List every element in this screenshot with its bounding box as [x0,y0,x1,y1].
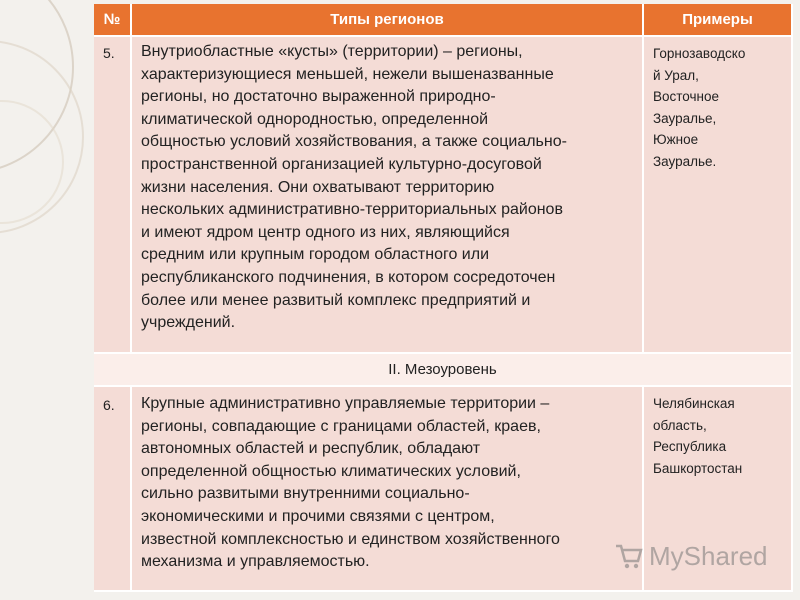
row-number: 6. [94,386,131,591]
header-examples: Примеры [643,4,792,36]
background-ring [0,100,64,224]
text-line: и имеют ядром центр одного из них, являющийся [141,223,510,241]
example-line: Восточное [653,89,720,104]
text-line: общностью условий хозяйствования, а также социально- [141,133,567,151]
table-row [94,386,792,591]
example-line: Башкортостан [653,460,743,476]
example-line: Челябинская [653,396,735,411]
header-region-types: Типы регионов [131,4,643,36]
text-line: характеризующиеся меньшей, нежели вышеназванные [141,65,554,83]
section-row [94,353,792,386]
text-line: сильно развитыми внутренними социально- [141,485,470,503]
header-number: № [94,4,131,36]
text-line: Внутриобластные «кусты» (территории) – регионы, [141,43,523,60]
example-line: Южное [653,132,699,147]
text-line: автономных областей и республик, обладают [141,440,481,458]
text-line: республиканского подчинения, в котором сосредоточен [141,268,556,286]
row-number: 5. [94,36,131,353]
example-line: Республика [653,439,727,454]
regions-table [94,4,793,592]
watermark-text: MyShared [649,540,768,571]
region-type-description [131,36,643,353]
text-line: Крупные административно управляемые территории – [141,395,550,412]
text-line: регионы, совпадающие с границами областей, краев, [141,417,541,435]
text-line: определенной общностью климатических условий, [141,462,521,480]
text-line: регионы, но достаточно выраженной природно- [141,88,496,106]
text-line: жизни населения. Они охватывают территорию [141,178,495,196]
example-line: й Урал, [653,67,699,83]
text-line: механизма и управляемостью. [141,553,370,571]
example-line: Горнозаводско [653,46,746,61]
table-row [94,36,792,353]
text-line: нескольких административно-территориальных районов [141,201,563,219]
example-line: Зауралье. [653,153,717,169]
text-line: пространственной организацией культурно-досуговой [141,155,542,173]
text-line: учреждений. [141,314,236,332]
background-ring [0,0,74,174]
example-line: Зауралье, [653,110,717,126]
text-line: известной комплексностью и единством хозяйственного [141,530,560,548]
table-header-row [94,4,792,36]
text-line: экономическими и прочими связями с центром, [141,507,495,525]
region-type-description [131,386,643,591]
text-line: средним или крупным городом областного или [141,246,490,264]
section-label: II. Мезоуровень [94,353,792,386]
text-line: более или менее развитый комплекс предприятий и [141,291,531,309]
region-examples [643,36,792,353]
region-examples [643,386,792,591]
text-line: климатической однородностью, определенной [141,110,489,128]
background-ring [0,40,84,234]
example-line: область, [653,417,707,433]
